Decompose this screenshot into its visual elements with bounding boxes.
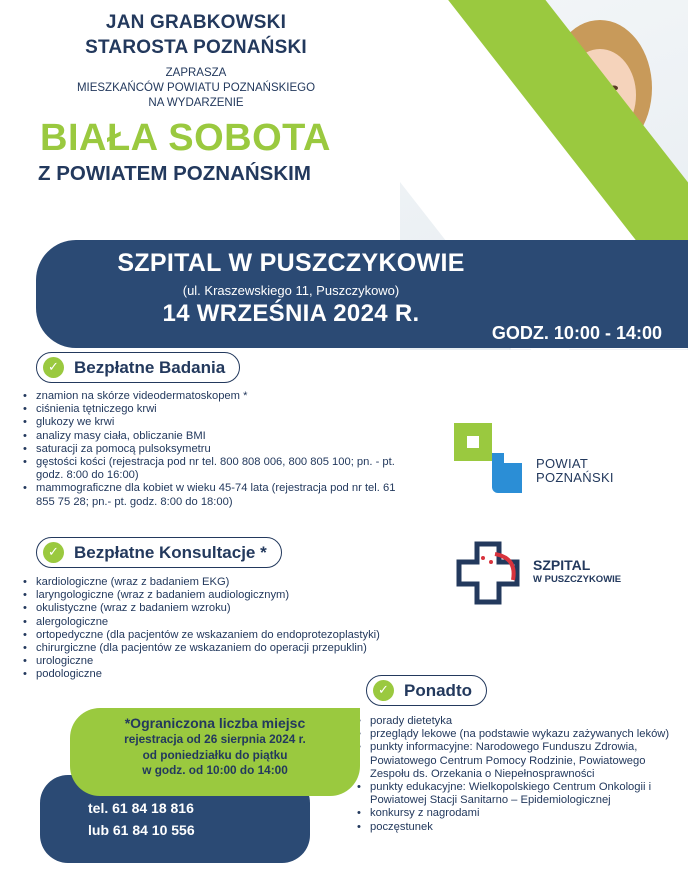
konsultacje-title: Bezpłatne Konsultacje *	[74, 542, 267, 562]
list-item: • chirurgiczne (dla pacjentów ze wskazaniem do operacji przepuklin)	[22, 642, 442, 655]
check-icon: ✓	[373, 680, 394, 701]
venue-name: SZPITAL W PUSZCZYKOWIE	[117, 249, 465, 277]
list-item: • kardiologiczne (wraz z badaniem EKG)	[22, 576, 442, 589]
powiat-logo	[454, 423, 654, 493]
list-item: • alergologiczne	[22, 616, 442, 629]
organizer-title: STAROSTA POZNAŃSKI	[85, 37, 307, 58]
invite-line-2: MIESZKAŃCÓW POWIATU POZNAŃSKIEGO	[76, 82, 316, 94]
ponadto-title: Ponadto	[404, 680, 472, 700]
szpital-logo-line-2: W PUSZCZYKOWIE	[533, 574, 622, 585]
registration-line-2: od poniedziałku do piątku	[142, 747, 288, 762]
check-icon: ✓	[43, 542, 64, 563]
list-item: • mammograficzne dla kobiet w wieku 45-74 lata (rejestracja pod nr tel. 61 855 75 28; pn.- pt. godz. 8:00 do 18:00)	[22, 482, 402, 508]
event-banner	[36, 240, 688, 348]
list-item: • znamion na skórze videodermatoskopem *	[22, 390, 402, 403]
list-item: • ciśnienia tętniczego krwi	[22, 403, 402, 416]
header	[0, 10, 392, 186]
list-item: • urologiczne	[22, 655, 442, 668]
konsultacje-heading	[36, 537, 282, 568]
badania-title: Bezpłatne Badania	[74, 357, 226, 377]
list-item: • saturacji za pomocą pulsoksymetru	[22, 443, 402, 456]
event-subtitle: Z POWIATEM POZNAŃSKIM	[38, 162, 311, 185]
ponadto-list	[356, 715, 686, 834]
check-icon: ✓	[43, 357, 64, 378]
list-item: • poczęstunek	[356, 821, 686, 834]
registration-title: *Ograniczona liczba miejsc	[124, 715, 306, 731]
list-item: • laryngologiczne (wraz z badaniem audiologicznym)	[22, 589, 442, 602]
event-title: BIAŁA SOBOTA	[40, 117, 331, 159]
list-item: • gęstości kości (rejestracja pod nr tel. 800 808 006, 800 805 100; pn. - pt. godz. 8:00 do 16:00)	[22, 456, 402, 482]
event-time: GODZ. 10:00 - 14:00	[491, 323, 662, 343]
list-item: • podologiczne	[22, 668, 442, 681]
powiat-logo-line-1: POWIAT	[536, 456, 589, 471]
powiat-logo-line-2: POZNAŃSKI	[536, 470, 614, 485]
list-item: • porady dietetyka	[356, 715, 686, 728]
invite-line-1: ZAPRASZA	[165, 67, 227, 79]
hospital-cross-icon	[455, 540, 521, 606]
registration-line-3: w godz. od 10:00 do 14:00	[142, 763, 288, 777]
organizer-name: JAN GRABKOWSKI	[105, 12, 287, 33]
registration-line-1: rejestracja od 26 sierpnia 2024 r.	[124, 732, 306, 746]
phone-line-1: tel. 61 84 18 816	[88, 800, 194, 816]
list-item: • okulistyczne (wraz z badaniem wzroku)	[22, 602, 442, 615]
event-date: 14 WRZEŚNIA 2024 R.	[162, 300, 420, 327]
badania-heading	[36, 352, 240, 383]
list-item: • glukozy we krwi	[22, 416, 402, 429]
venue-address: (ul. Kraszewskiego 11, Puszczykowo)	[182, 283, 400, 298]
list-item: • konkursy z nagrodami	[356, 807, 686, 820]
list-item: • punkty edukacyjne: Wielkopolskiego Centrum Onkologii i Powiatowej Stacji Sanitarno – Epidemiologicznej	[356, 781, 686, 807]
list-item: • ortopedyczne (dla pacjentów ze wskazaniem do endoprotezoplastyki)	[22, 629, 442, 642]
powiat-logo-square-icon	[454, 423, 492, 461]
list-item: • analizy masy ciała, obliczanie BMI	[22, 430, 402, 443]
list-item: • punkty informacyjne: Narodowego Funduszu Zdrowia, Powiatowego Centrum Pomocy Rodzinie, Powiatowego Zespołu ds. Orzekania o Niepełnosprawności	[356, 741, 686, 781]
phone-line-2: lub 61 84 10 556	[88, 822, 195, 838]
powiat-logo-shape-icon	[492, 453, 522, 493]
badania-list	[22, 390, 402, 509]
powiat-logo-text	[536, 457, 614, 485]
ponadto-heading	[366, 675, 487, 706]
konsultacje-list	[22, 576, 442, 682]
registration-box	[70, 708, 360, 796]
invite-line-3: NA WYDARZENIE	[148, 97, 244, 109]
list-item: • przeglądy lekowe (na podstawie wykazu zażywanych leków)	[356, 728, 686, 741]
szpital-logo	[455, 540, 655, 606]
szpital-logo-line-1: SZPITAL	[533, 557, 591, 573]
